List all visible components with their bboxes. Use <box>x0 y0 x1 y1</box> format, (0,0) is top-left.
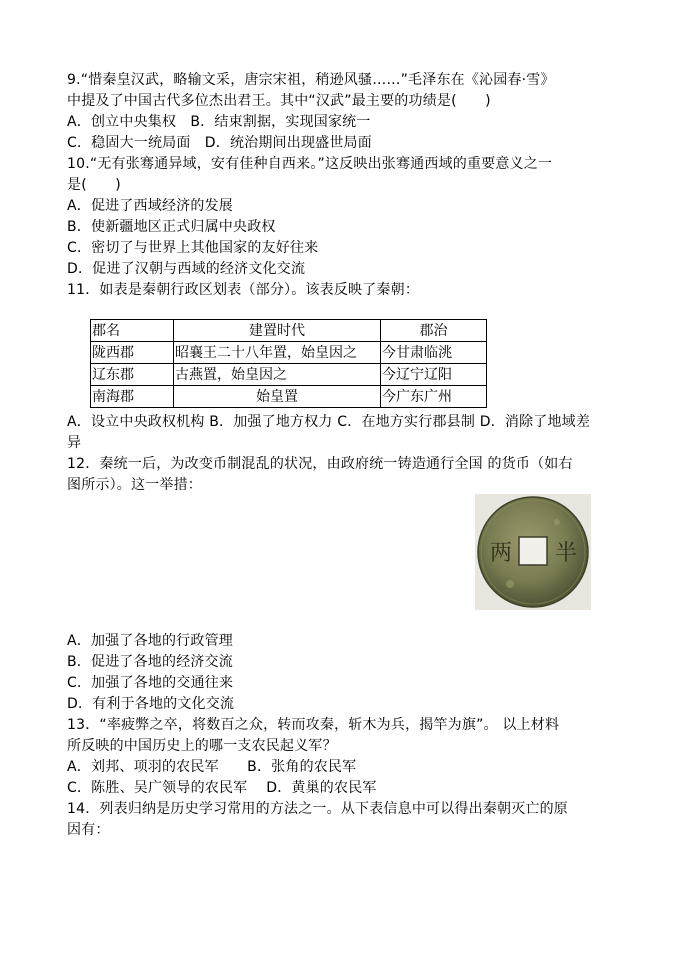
q9-options-line2: C．稳固大一统局面 D．统治期间出现盛世局面 <box>67 135 372 151</box>
q12-stem-line1: 12．秦统一后，为改变币制混乱的状况，由政府统一铸造通行全国 的货币（如右 <box>67 456 573 472</box>
coin-svg <box>475 494 591 610</box>
q9-options-line1: A．创立中央集权 B．结束割据，实现国家统一 <box>67 114 371 130</box>
table-cell: 辽东郡 <box>91 364 174 386</box>
q10-option-d: D．促进了汉朝与西域的经济文化交流 <box>67 261 306 277</box>
q10-option-a: A．促进了西域经济的发展 <box>67 198 233 214</box>
table-row <box>91 364 487 386</box>
q12-option-b: B．促进了各地的经济交流 <box>67 654 234 670</box>
q10-stem-line1: 10.“无有张骞通异域，安有佳种自西来。”这反映出张骞通西域的重要意义之一 <box>67 156 553 172</box>
table-header-row <box>91 320 487 342</box>
table-cell: 始皇置 <box>174 386 381 408</box>
banliang-coin-image <box>475 494 591 610</box>
table-cell: 今广东广州 <box>381 386 487 408</box>
q10-option-b: B．使新疆地区正式归属中央政权 <box>67 219 276 235</box>
q12-option-d: D．有利于各地的文化交流 <box>67 696 235 712</box>
q11-options-line2: 异 <box>67 435 82 451</box>
table-header-cell: 建置时代 <box>174 320 381 342</box>
q9-stem-line1: 9.“惜秦皇汉武，略输文采，唐宗宋祖，稍逊风骚……”毛泽东在《沁园春·雪》 <box>67 72 555 88</box>
table-header-cell: 郡名 <box>91 320 174 342</box>
table-row <box>91 342 487 364</box>
q12-stem-line2: 图所示）。这一举措： <box>67 477 202 493</box>
coin-patina-spot <box>506 580 514 588</box>
q10-option-c: C．密切了与世界上其他国家的友好往来 <box>67 240 319 256</box>
table-cell: 今甘肃临洮 <box>381 342 487 364</box>
q11-stem: 11．如表是秦朝行政区划表（部分）。该表反映了秦朝： <box>67 282 420 298</box>
q10-stem-line2: 是( ) <box>67 177 121 193</box>
q13-stem-line2: 所反映的中国历史上的哪一支农民起义军？ <box>67 738 337 754</box>
q12-option-c: C．加强了各地的交通往来 <box>67 675 234 691</box>
table-header-cell: 郡治 <box>381 320 487 342</box>
q12-option-a: A．加强了各地的行政管理 <box>67 633 233 649</box>
coin-char-left: 两 <box>489 541 513 566</box>
table-cell: 今辽宁辽阳 <box>381 364 487 386</box>
q13-options-line1: A．刘邦、项羽的农民军 B．张角的农民军 <box>67 759 357 775</box>
table-cell: 昭襄王二十八年置，始皇因之 <box>174 342 381 364</box>
table-cell: 陇西郡 <box>91 342 174 364</box>
coin-patina-spot <box>554 519 560 525</box>
table-row <box>91 386 487 408</box>
q9-stem-line2: 中提及了中国古代多位杰出君王。其中“汉武”最主要的功绩是( ) <box>67 93 491 109</box>
q13-stem-line1: 13．“率疲弊之卒，将数百之众，转而攻秦，斩木为兵，揭竿为旗”。 以上材料 <box>67 717 560 733</box>
q14-stem-line1: 14．列表归纳是历史学习常用的方法之一。从下表信息中可以得出秦朝灭亡的原 <box>67 801 569 817</box>
coin-square-hole <box>519 537 547 565</box>
q14-stem-line2: 因有： <box>67 822 110 838</box>
coin-char-right: 半 <box>554 541 578 566</box>
table-cell: 古燕置，始皇因之 <box>174 364 381 386</box>
q11-options-line1: A．设立中央政权机构 B．加强了地方权力 C．在地方实行郡县制 D．消除了地域差 <box>67 414 591 430</box>
qin-commandery-table <box>90 319 487 408</box>
q13-options-line2: C．陈胜、吴广领导的农民军 D．黄巢的农民军 <box>67 780 377 796</box>
table-cell: 南海郡 <box>91 386 174 408</box>
